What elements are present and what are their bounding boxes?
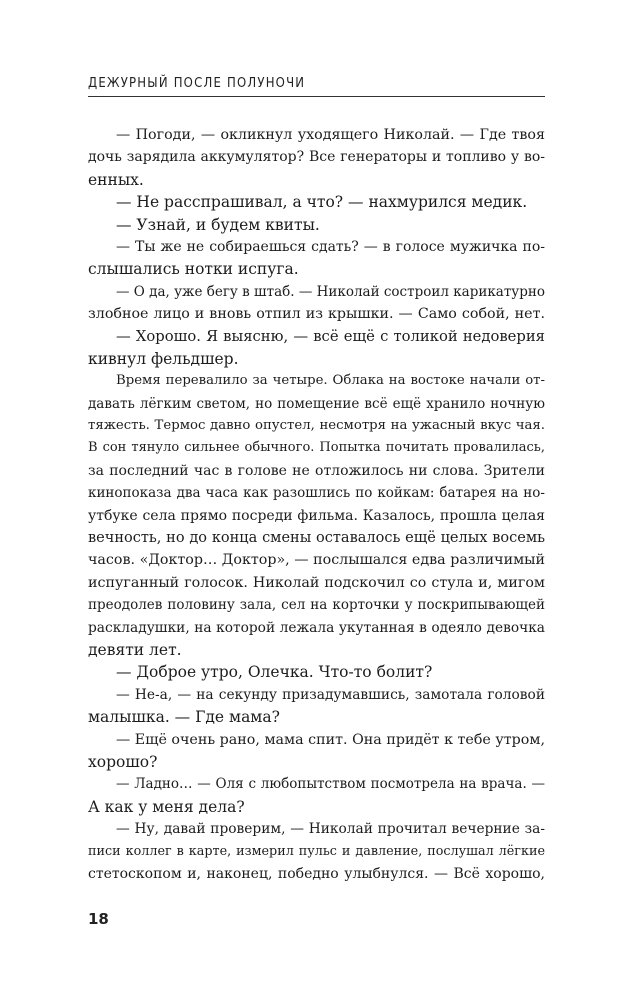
text-line: — Ещё очень рано, мама спит. Она придёт к тебе утром,	[116, 731, 545, 748]
text-line: — Не-а, — на секунду призадумавшись, замотала головой	[116, 686, 545, 703]
text-line: — Ладно… — Оля с любопытством посмотрела на врача. —	[116, 776, 545, 793]
text-line: девяти лет.	[88, 640, 182, 659]
text-line: — Ты же не собираешься сдать? — в голосе мужичка по-	[116, 238, 545, 255]
page-number: 18	[88, 910, 109, 928]
text-line: давать лёгким светом, но помещение всё ещё хранило ночную	[88, 395, 545, 412]
text-line: злобное лицо и вновь отпил из крышки. — Само собой, нет.	[88, 306, 545, 323]
text-line: — О да, уже бегу в штаб. — Николай состроил карикатурно	[116, 283, 546, 300]
text-line: вечность, но до конца смены оставалось ещё целых восемь	[88, 530, 545, 547]
text-line: — Не расспрашивал, а что? — нахмурился медик.	[116, 193, 528, 212]
text-line: кивнул фельдшер.	[88, 349, 239, 368]
text-line: Время перевалило за четыре. Облака на востоке начали от-	[116, 373, 545, 389]
text-line: за последний час в голове не отложилось ни слова. Зрители	[88, 462, 545, 479]
text-line: часов. «Доктор… Доктор», — послышался едва различимый	[88, 552, 545, 569]
text-line: — Узнай, и будем квиты.	[116, 215, 320, 234]
text-line: енных.	[88, 170, 144, 189]
text-line: В сон тянуло сильнее обычного. Попытка почитать провалилась,	[88, 440, 545, 456]
text-line: — Доброе утро, Олечка. Что-то болит?	[116, 663, 433, 682]
header-rule	[88, 96, 545, 97]
text-line: тяжесть. Термос давно опустел, несмотря на ужасный вкус чая.	[88, 418, 545, 434]
text-line: А как у меня дела?	[88, 797, 245, 816]
text-line: — Погоди, — окликнул уходящего Николай. — Где твоя	[116, 127, 545, 143]
text-line: испуганный голосок. Николай подскочил со стула и, мигом	[88, 574, 545, 591]
text-line: малышка. — Где мама?	[88, 708, 280, 727]
running-head: ДЕЖУРНЫЙ ПОСЛЕ ПОЛУНОЧИ	[88, 76, 306, 91]
text-line: слышались нотки испуга.	[88, 260, 299, 279]
text-line: писи коллег в карте, измерил пульс и давление, послушал лёгкие	[88, 843, 545, 859]
text-line: преодолев половину зала, сел на корточки у поскрипывающей	[88, 597, 545, 614]
text-line: кинопоказа два часа как разошлись по койкам: батарея на но-	[88, 485, 545, 502]
text-line: дочь зарядила аккумулятор? Все генераторы и топливо у во-	[88, 149, 545, 166]
text-line: — Хорошо. Я выясню, — всё ещё с толикой недоверия	[116, 327, 545, 345]
text-line: — Ну, давай проверим, — Николай прочитал вечерние за-	[116, 821, 545, 838]
page-body-text	[88, 124, 545, 885]
text-line: раскладушки, на которой лежала укутанная в одеяло девочка	[88, 619, 545, 636]
text-line: стетоскопом и, наконец, победно улыбнулся. — Всё хорошо,	[88, 865, 545, 882]
text-line: утбуке села прямо посреди фильма. Казалось, прошла целая	[88, 507, 545, 524]
text-line: хорошо?	[88, 752, 158, 771]
